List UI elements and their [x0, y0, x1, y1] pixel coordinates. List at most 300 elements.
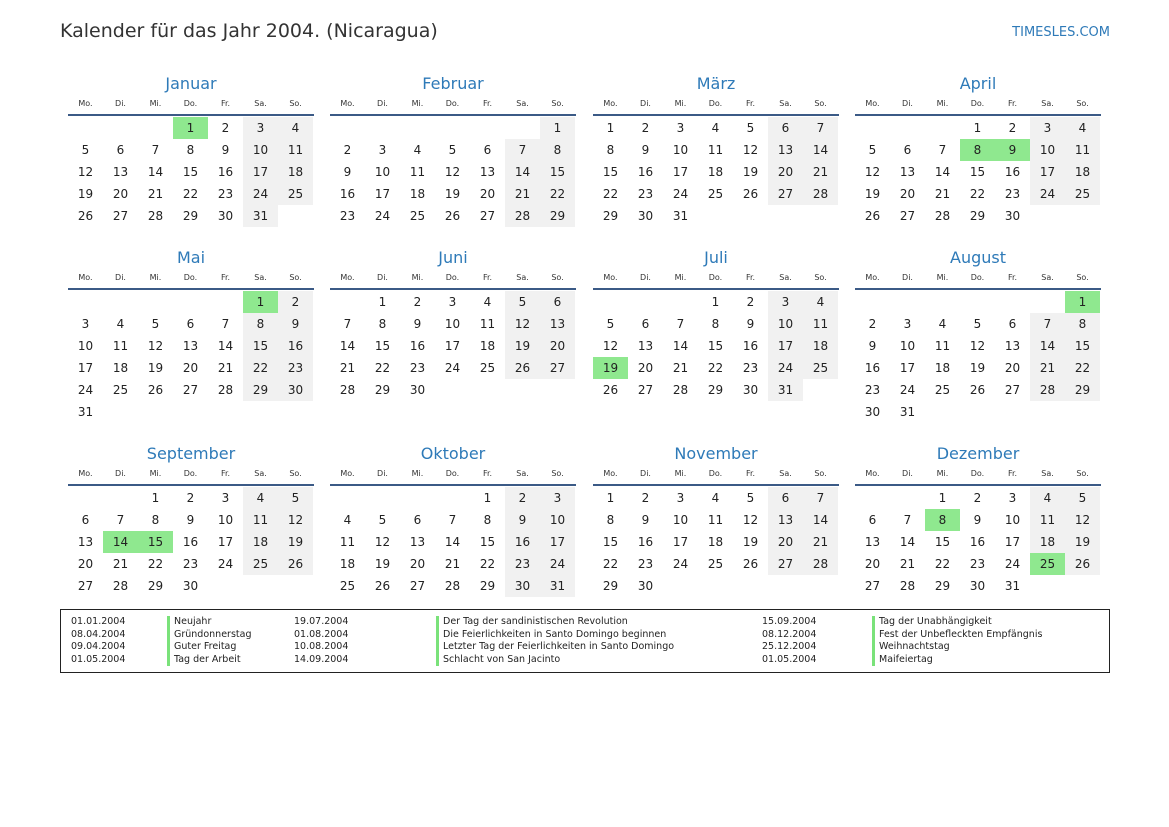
day-cell[interactable]: 14 [803, 139, 838, 161]
day-cell[interactable]: 18 [934, 361, 951, 375]
day-cell[interactable]: 16 [505, 531, 540, 553]
day-cell[interactable]: 25 [243, 553, 278, 575]
day-cell[interactable]: 6 [1008, 317, 1017, 331]
day-cell[interactable]: 7 [343, 317, 352, 331]
day-cell[interactable]: 20 [768, 161, 803, 183]
day-cell[interactable]: 2 [413, 295, 422, 309]
day-cell[interactable]: 28 [1030, 379, 1065, 401]
day-cell[interactable]: 29 [969, 209, 986, 223]
day-cell[interactable]: 12 [602, 339, 619, 353]
day-cell[interactable]: 13 [182, 339, 199, 353]
day-cell[interactable]: 24 [444, 361, 461, 375]
day-cell[interactable]: 16 [969, 535, 986, 549]
day-cell[interactable]: 5 [1065, 487, 1100, 509]
day-cell[interactable]: 5 [746, 121, 755, 135]
day-cell[interactable]: 9 [868, 339, 877, 353]
day-cell[interactable]: 1 [483, 491, 492, 505]
day-cell[interactable]: 19 [864, 187, 881, 201]
day-cell[interactable]: 31 [243, 205, 278, 227]
day-cell[interactable]: 11 [707, 513, 724, 527]
day-cell[interactable]: 24 [1030, 183, 1065, 205]
day-cell[interactable]: 4 [803, 291, 838, 313]
day-cell[interactable]: 29 [182, 209, 199, 223]
day-cell[interactable]: 8 [606, 513, 615, 527]
day-cell[interactable]: 10 [768, 313, 803, 335]
day-cell[interactable]: 9 [505, 509, 540, 531]
day-cell[interactable]: 9 [413, 317, 422, 331]
day-cell[interactable]: 31 [540, 575, 575, 597]
day-cell[interactable]: 26 [374, 579, 391, 593]
day-cell[interactable]: 28 [444, 579, 461, 593]
day-cell[interactable]: 9 [343, 165, 352, 179]
day-cell[interactable]: 29 [540, 205, 575, 227]
day-cell[interactable]: 5 [378, 513, 387, 527]
day-cell[interactable]: 27 [540, 357, 575, 379]
day-cell[interactable]: 9 [221, 143, 230, 157]
day-cell[interactable]: 22 [934, 557, 951, 571]
day-cell[interactable]: 11 [112, 339, 129, 353]
day-cell[interactable]: 30 [278, 379, 313, 401]
day-cell[interactable]: 2 [221, 121, 230, 135]
day-cell[interactable]: 10 [899, 339, 916, 353]
day-cell[interactable]: 13 [899, 165, 916, 179]
day-cell[interactable]: 30 [969, 579, 986, 593]
day-cell[interactable]: 24 [672, 187, 689, 201]
day-cell[interactable]: 9 [278, 313, 313, 335]
day-cell[interactable]: 10 [444, 317, 461, 331]
day-cell[interactable]: 11 [1030, 509, 1065, 531]
day-cell[interactable]: 26 [742, 187, 759, 201]
day-cell[interactable]: 16 [217, 165, 234, 179]
day-cell[interactable]: 9 [973, 513, 982, 527]
day-cell[interactable]: 22 [602, 557, 619, 571]
day-cell[interactable]: 27 [182, 383, 199, 397]
day-cell[interactable]: 12 [969, 339, 986, 353]
day-cell[interactable]: 14 [934, 165, 951, 179]
day-cell[interactable]: 14 [505, 161, 540, 183]
day-cell[interactable]: 1 [151, 491, 160, 505]
day-cell[interactable]: 20 [409, 557, 426, 571]
day-cell[interactable]: 21 [444, 557, 461, 571]
day-cell[interactable]: 6 [903, 143, 912, 157]
day-cell[interactable]: 2 [1008, 121, 1017, 135]
day-cell[interactable]: 19 [742, 165, 759, 179]
day-cell[interactable]: 10 [1004, 513, 1021, 527]
day-cell[interactable]: 26 [602, 383, 619, 397]
day-cell[interactable]: 4 [278, 117, 313, 139]
day-cell[interactable]: 29 [243, 379, 278, 401]
day-cell[interactable]: 8 [243, 313, 278, 335]
day-cell[interactable]: 24 [899, 383, 916, 397]
day-cell[interactable]: 7 [505, 139, 540, 161]
day-cell[interactable]: 27 [899, 209, 916, 223]
day-cell[interactable]: 26 [1065, 553, 1100, 575]
day-cell[interactable]: 7 [803, 117, 838, 139]
day-cell[interactable]: 27 [77, 579, 94, 593]
day-cell[interactable]: 24 [217, 557, 234, 571]
day-cell[interactable]: 16 [864, 361, 881, 375]
day-cell[interactable]: 2 [505, 487, 540, 509]
day-cell[interactable]: 16 [1004, 165, 1021, 179]
day-cell[interactable]: 28 [672, 383, 689, 397]
day-cell[interactable]: 15 [374, 339, 391, 353]
day-cell[interactable]: 17 [243, 161, 278, 183]
day-cell[interactable]: 17 [768, 335, 803, 357]
day-cell[interactable]: 11 [1065, 139, 1100, 161]
day-cell[interactable]: 22 [182, 187, 199, 201]
day-cell[interactable]: 25 [278, 183, 313, 205]
day-cell[interactable]: 18 [1030, 531, 1065, 553]
day-cell[interactable]: 23 [864, 383, 881, 397]
day-cell[interactable]: 16 [637, 165, 654, 179]
day-cell[interactable]: 16 [182, 535, 199, 549]
day-cell[interactable]: 29 [602, 579, 619, 593]
day-cell[interactable]: 19 [444, 187, 461, 201]
day-cell[interactable]: 5 [278, 487, 313, 509]
day-cell[interactable]: 3 [768, 291, 803, 313]
day-cell[interactable]: 24 [374, 209, 391, 223]
day-cell[interactable]: 4 [1030, 487, 1065, 509]
day-cell[interactable]: 15 [182, 165, 199, 179]
day-cell[interactable]: 18 [479, 339, 496, 353]
day-cell[interactable]: 13 [77, 535, 94, 549]
day-cell[interactable]: 7 [151, 143, 160, 157]
day-cell[interactable]: 22 [540, 183, 575, 205]
day-cell[interactable]: 25 [934, 383, 951, 397]
day-cell[interactable]: 8 [960, 139, 995, 161]
day-cell[interactable]: 29 [147, 579, 164, 593]
day-cell[interactable]: 27 [112, 209, 129, 223]
day-cell[interactable]: 27 [409, 579, 426, 593]
day-cell[interactable]: 20 [182, 361, 199, 375]
day-cell[interactable]: 20 [479, 187, 496, 201]
day-cell[interactable]: 18 [278, 161, 313, 183]
day-cell[interactable]: 11 [243, 509, 278, 531]
day-cell[interactable]: 30 [505, 575, 540, 597]
day-cell[interactable]: 10 [672, 513, 689, 527]
day-cell[interactable]: 21 [505, 183, 540, 205]
day-cell[interactable]: 17 [672, 165, 689, 179]
day-cell[interactable]: 30 [409, 383, 426, 397]
day-cell[interactable]: 11 [803, 313, 838, 335]
day-cell[interactable]: 10 [672, 143, 689, 157]
day-cell[interactable]: 15 [138, 531, 173, 553]
day-cell[interactable]: 14 [444, 535, 461, 549]
day-cell[interactable]: 17 [444, 339, 461, 353]
day-cell[interactable]: 22 [969, 187, 986, 201]
day-cell[interactable]: 30 [742, 383, 759, 397]
day-cell[interactable]: 5 [151, 317, 160, 331]
day-cell[interactable]: 22 [479, 557, 496, 571]
day-cell[interactable]: 21 [803, 161, 838, 183]
day-cell[interactable]: 26 [444, 209, 461, 223]
day-cell[interactable]: 22 [374, 361, 391, 375]
day-cell[interactable]: 23 [339, 209, 356, 223]
day-cell[interactable]: 20 [637, 361, 654, 375]
day-cell[interactable]: 5 [868, 143, 877, 157]
day-cell[interactable]: 13 [479, 165, 496, 179]
day-cell[interactable]: 12 [374, 535, 391, 549]
day-cell[interactable]: 17 [540, 531, 575, 553]
day-cell[interactable]: 20 [899, 187, 916, 201]
day-cell[interactable]: 17 [672, 535, 689, 549]
day-cell[interactable]: 15 [1065, 335, 1100, 357]
day-cell[interactable]: 29 [479, 579, 496, 593]
day-cell[interactable]: 6 [186, 317, 195, 331]
day-cell[interactable]: 7 [448, 513, 457, 527]
day-cell[interactable]: 15 [602, 165, 619, 179]
day-cell[interactable]: 17 [899, 361, 916, 375]
day-cell[interactable]: 26 [742, 557, 759, 571]
day-cell[interactable]: 27 [479, 209, 496, 223]
day-cell[interactable]: 12 [1065, 509, 1100, 531]
day-cell[interactable]: 22 [1065, 357, 1100, 379]
day-cell[interactable]: 23 [637, 557, 654, 571]
day-cell[interactable]: 1 [540, 117, 575, 139]
day-cell[interactable]: 26 [77, 209, 94, 223]
day-cell[interactable]: 21 [1030, 357, 1065, 379]
day-cell[interactable]: 4 [343, 513, 352, 527]
day-cell[interactable]: 28 [899, 579, 916, 593]
day-cell[interactable]: 24 [1004, 557, 1021, 571]
day-cell[interactable]: 2 [278, 291, 313, 313]
day-cell[interactable]: 13 [637, 339, 654, 353]
day-cell[interactable]: 25 [1065, 183, 1100, 205]
day-cell[interactable]: 1 [938, 491, 947, 505]
day-cell[interactable]: 6 [768, 487, 803, 509]
day-cell[interactable]: 19 [147, 361, 164, 375]
day-cell[interactable]: 2 [641, 491, 650, 505]
day-cell[interactable]: 12 [505, 313, 540, 335]
day-cell[interactable]: 4 [711, 491, 720, 505]
day-cell[interactable]: 13 [112, 165, 129, 179]
day-cell[interactable]: 16 [637, 535, 654, 549]
day-cell[interactable]: 16 [278, 335, 313, 357]
day-cell[interactable]: 22 [243, 357, 278, 379]
day-cell[interactable]: 25 [479, 361, 496, 375]
day-cell[interactable]: 6 [81, 513, 90, 527]
day-cell[interactable]: 4 [243, 487, 278, 509]
day-cell[interactable]: 29 [707, 383, 724, 397]
day-cell[interactable]: 8 [186, 143, 195, 157]
day-cell[interactable]: 10 [77, 339, 94, 353]
day-cell[interactable]: 1 [606, 121, 615, 135]
day-cell[interactable]: 1 [378, 295, 387, 309]
day-cell[interactable]: 2 [186, 491, 195, 505]
day-cell[interactable]: 3 [81, 317, 90, 331]
day-cell[interactable]: 9 [995, 139, 1030, 161]
day-cell[interactable]: 15 [602, 535, 619, 549]
day-cell[interactable]: 31 [899, 405, 916, 419]
day-cell[interactable]: 25 [707, 187, 724, 201]
day-cell[interactable]: 8 [483, 513, 492, 527]
day-cell[interactable]: 25 [803, 357, 838, 379]
day-cell[interactable]: 26 [278, 553, 313, 575]
day-cell[interactable]: 6 [413, 513, 422, 527]
site-link[interactable]: TIMESLES.COM [1012, 25, 1110, 40]
day-cell[interactable]: 17 [374, 187, 391, 201]
day-cell[interactable]: 15 [243, 335, 278, 357]
day-cell[interactable]: 27 [768, 183, 803, 205]
day-cell[interactable]: 12 [864, 165, 881, 179]
day-cell[interactable]: 15 [934, 535, 951, 549]
day-cell[interactable]: 18 [1065, 161, 1100, 183]
day-cell[interactable]: 26 [969, 383, 986, 397]
day-cell[interactable]: 20 [864, 557, 881, 571]
day-cell[interactable]: 16 [409, 339, 426, 353]
day-cell[interactable]: 23 [1004, 187, 1021, 201]
day-cell[interactable]: 10 [1030, 139, 1065, 161]
day-cell[interactable]: 14 [1030, 335, 1065, 357]
day-cell[interactable]: 10 [243, 139, 278, 161]
day-cell[interactable]: 13 [1004, 339, 1021, 353]
day-cell[interactable]: 31 [77, 405, 94, 419]
day-cell[interactable]: 6 [641, 317, 650, 331]
day-cell[interactable]: 3 [378, 143, 387, 157]
day-cell[interactable]: 6 [768, 117, 803, 139]
day-cell[interactable]: 11 [479, 317, 496, 331]
day-cell[interactable]: 31 [672, 209, 689, 223]
day-cell[interactable]: 17 [1004, 535, 1021, 549]
day-cell[interactable]: 3 [676, 121, 685, 135]
day-cell[interactable]: 28 [934, 209, 951, 223]
day-cell[interactable]: 7 [938, 143, 947, 157]
day-cell[interactable]: 20 [768, 531, 803, 553]
day-cell[interactable]: 4 [711, 121, 720, 135]
day-cell[interactable]: 21 [672, 361, 689, 375]
day-cell[interactable]: 15 [707, 339, 724, 353]
day-cell[interactable]: 23 [505, 553, 540, 575]
day-cell[interactable]: 1 [1065, 291, 1100, 313]
day-cell[interactable]: 7 [116, 513, 125, 527]
day-cell[interactable]: 6 [483, 143, 492, 157]
day-cell[interactable]: 3 [903, 317, 912, 331]
day-cell[interactable]: 29 [602, 209, 619, 223]
day-cell[interactable]: 20 [1004, 361, 1021, 375]
day-cell[interactable]: 28 [112, 579, 129, 593]
day-cell[interactable]: 28 [339, 383, 356, 397]
day-cell[interactable]: 26 [147, 383, 164, 397]
day-cell[interactable]: 18 [409, 187, 426, 201]
day-cell[interactable]: 21 [899, 557, 916, 571]
day-cell[interactable]: 16 [742, 339, 759, 353]
day-cell[interactable]: 24 [672, 557, 689, 571]
day-cell[interactable]: 14 [899, 535, 916, 549]
day-cell[interactable]: 14 [147, 165, 164, 179]
day-cell[interactable]: 17 [217, 535, 234, 549]
day-cell[interactable]: 30 [217, 209, 234, 223]
day-cell[interactable]: 19 [505, 335, 540, 357]
day-cell[interactable]: 4 [413, 143, 422, 157]
day-cell[interactable]: 8 [606, 143, 615, 157]
day-cell[interactable]: 9 [641, 143, 650, 157]
day-cell[interactable]: 13 [768, 509, 803, 531]
day-cell[interactable]: 11 [707, 143, 724, 157]
day-cell[interactable]: 13 [768, 139, 803, 161]
day-cell[interactable]: 7 [803, 487, 838, 509]
day-cell[interactable]: 25 [707, 557, 724, 571]
day-cell[interactable]: 5 [505, 291, 540, 313]
day-cell[interactable]: 23 [182, 557, 199, 571]
day-cell[interactable]: 25 [112, 383, 129, 397]
day-cell[interactable]: 8 [378, 317, 387, 331]
day-cell[interactable]: 2 [641, 121, 650, 135]
day-cell[interactable]: 7 [221, 317, 230, 331]
day-cell[interactable]: 23 [742, 361, 759, 375]
day-cell[interactable]: 7 [676, 317, 685, 331]
day-cell[interactable]: 23 [278, 357, 313, 379]
day-cell[interactable]: 1 [243, 291, 278, 313]
day-cell[interactable]: 4 [1065, 117, 1100, 139]
day-cell[interactable]: 16 [339, 187, 356, 201]
day-cell[interactable]: 8 [925, 509, 960, 531]
day-cell[interactable]: 19 [593, 357, 628, 379]
day-cell[interactable]: 30 [182, 579, 199, 593]
day-cell[interactable]: 19 [969, 361, 986, 375]
day-cell[interactable]: 6 [116, 143, 125, 157]
day-cell[interactable]: 8 [711, 317, 720, 331]
day-cell[interactable]: 15 [540, 161, 575, 183]
day-cell[interactable]: 18 [339, 557, 356, 571]
day-cell[interactable]: 8 [540, 139, 575, 161]
day-cell[interactable]: 20 [112, 187, 129, 201]
day-cell[interactable]: 28 [147, 209, 164, 223]
day-cell[interactable]: 21 [112, 557, 129, 571]
day-cell[interactable]: 10 [217, 513, 234, 527]
day-cell[interactable]: 15 [969, 165, 986, 179]
day-cell[interactable]: 3 [221, 491, 230, 505]
day-cell[interactable]: 5 [746, 491, 755, 505]
day-cell[interactable]: 23 [969, 557, 986, 571]
day-cell[interactable]: 22 [147, 557, 164, 571]
day-cell[interactable]: 15 [479, 535, 496, 549]
day-cell[interactable]: 12 [278, 509, 313, 531]
day-cell[interactable]: 14 [103, 531, 138, 553]
day-cell[interactable]: 23 [637, 187, 654, 201]
day-cell[interactable]: 24 [768, 357, 803, 379]
day-cell[interactable]: 12 [444, 165, 461, 179]
day-cell[interactable]: 14 [803, 509, 838, 531]
day-cell[interactable]: 7 [903, 513, 912, 527]
day-cell[interactable]: 19 [742, 535, 759, 549]
day-cell[interactable]: 27 [637, 383, 654, 397]
day-cell[interactable]: 18 [803, 335, 838, 357]
day-cell[interactable]: 1 [606, 491, 615, 505]
day-cell[interactable]: 9 [746, 317, 755, 331]
day-cell[interactable]: 21 [339, 361, 356, 375]
day-cell[interactable]: 11 [339, 535, 356, 549]
day-cell[interactable]: 5 [81, 143, 90, 157]
day-cell[interactable]: 2 [973, 491, 982, 505]
day-cell[interactable]: 18 [112, 361, 129, 375]
day-cell[interactable]: 30 [1004, 209, 1021, 223]
day-cell[interactable]: 23 [217, 187, 234, 201]
day-cell[interactable]: 18 [243, 531, 278, 553]
day-cell[interactable]: 3 [243, 117, 278, 139]
day-cell[interactable]: 9 [641, 513, 650, 527]
day-cell[interactable]: 11 [278, 139, 313, 161]
day-cell[interactable]: 5 [606, 317, 615, 331]
day-cell[interactable]: 27 [864, 579, 881, 593]
day-cell[interactable]: 4 [116, 317, 125, 331]
day-cell[interactable]: 8 [1065, 313, 1100, 335]
day-cell[interactable]: 21 [217, 361, 234, 375]
day-cell[interactable]: 17 [77, 361, 94, 375]
day-cell[interactable]: 3 [540, 487, 575, 509]
day-cell[interactable]: 6 [540, 291, 575, 313]
day-cell[interactable]: 17 [1030, 161, 1065, 183]
day-cell[interactable]: 30 [637, 579, 654, 593]
